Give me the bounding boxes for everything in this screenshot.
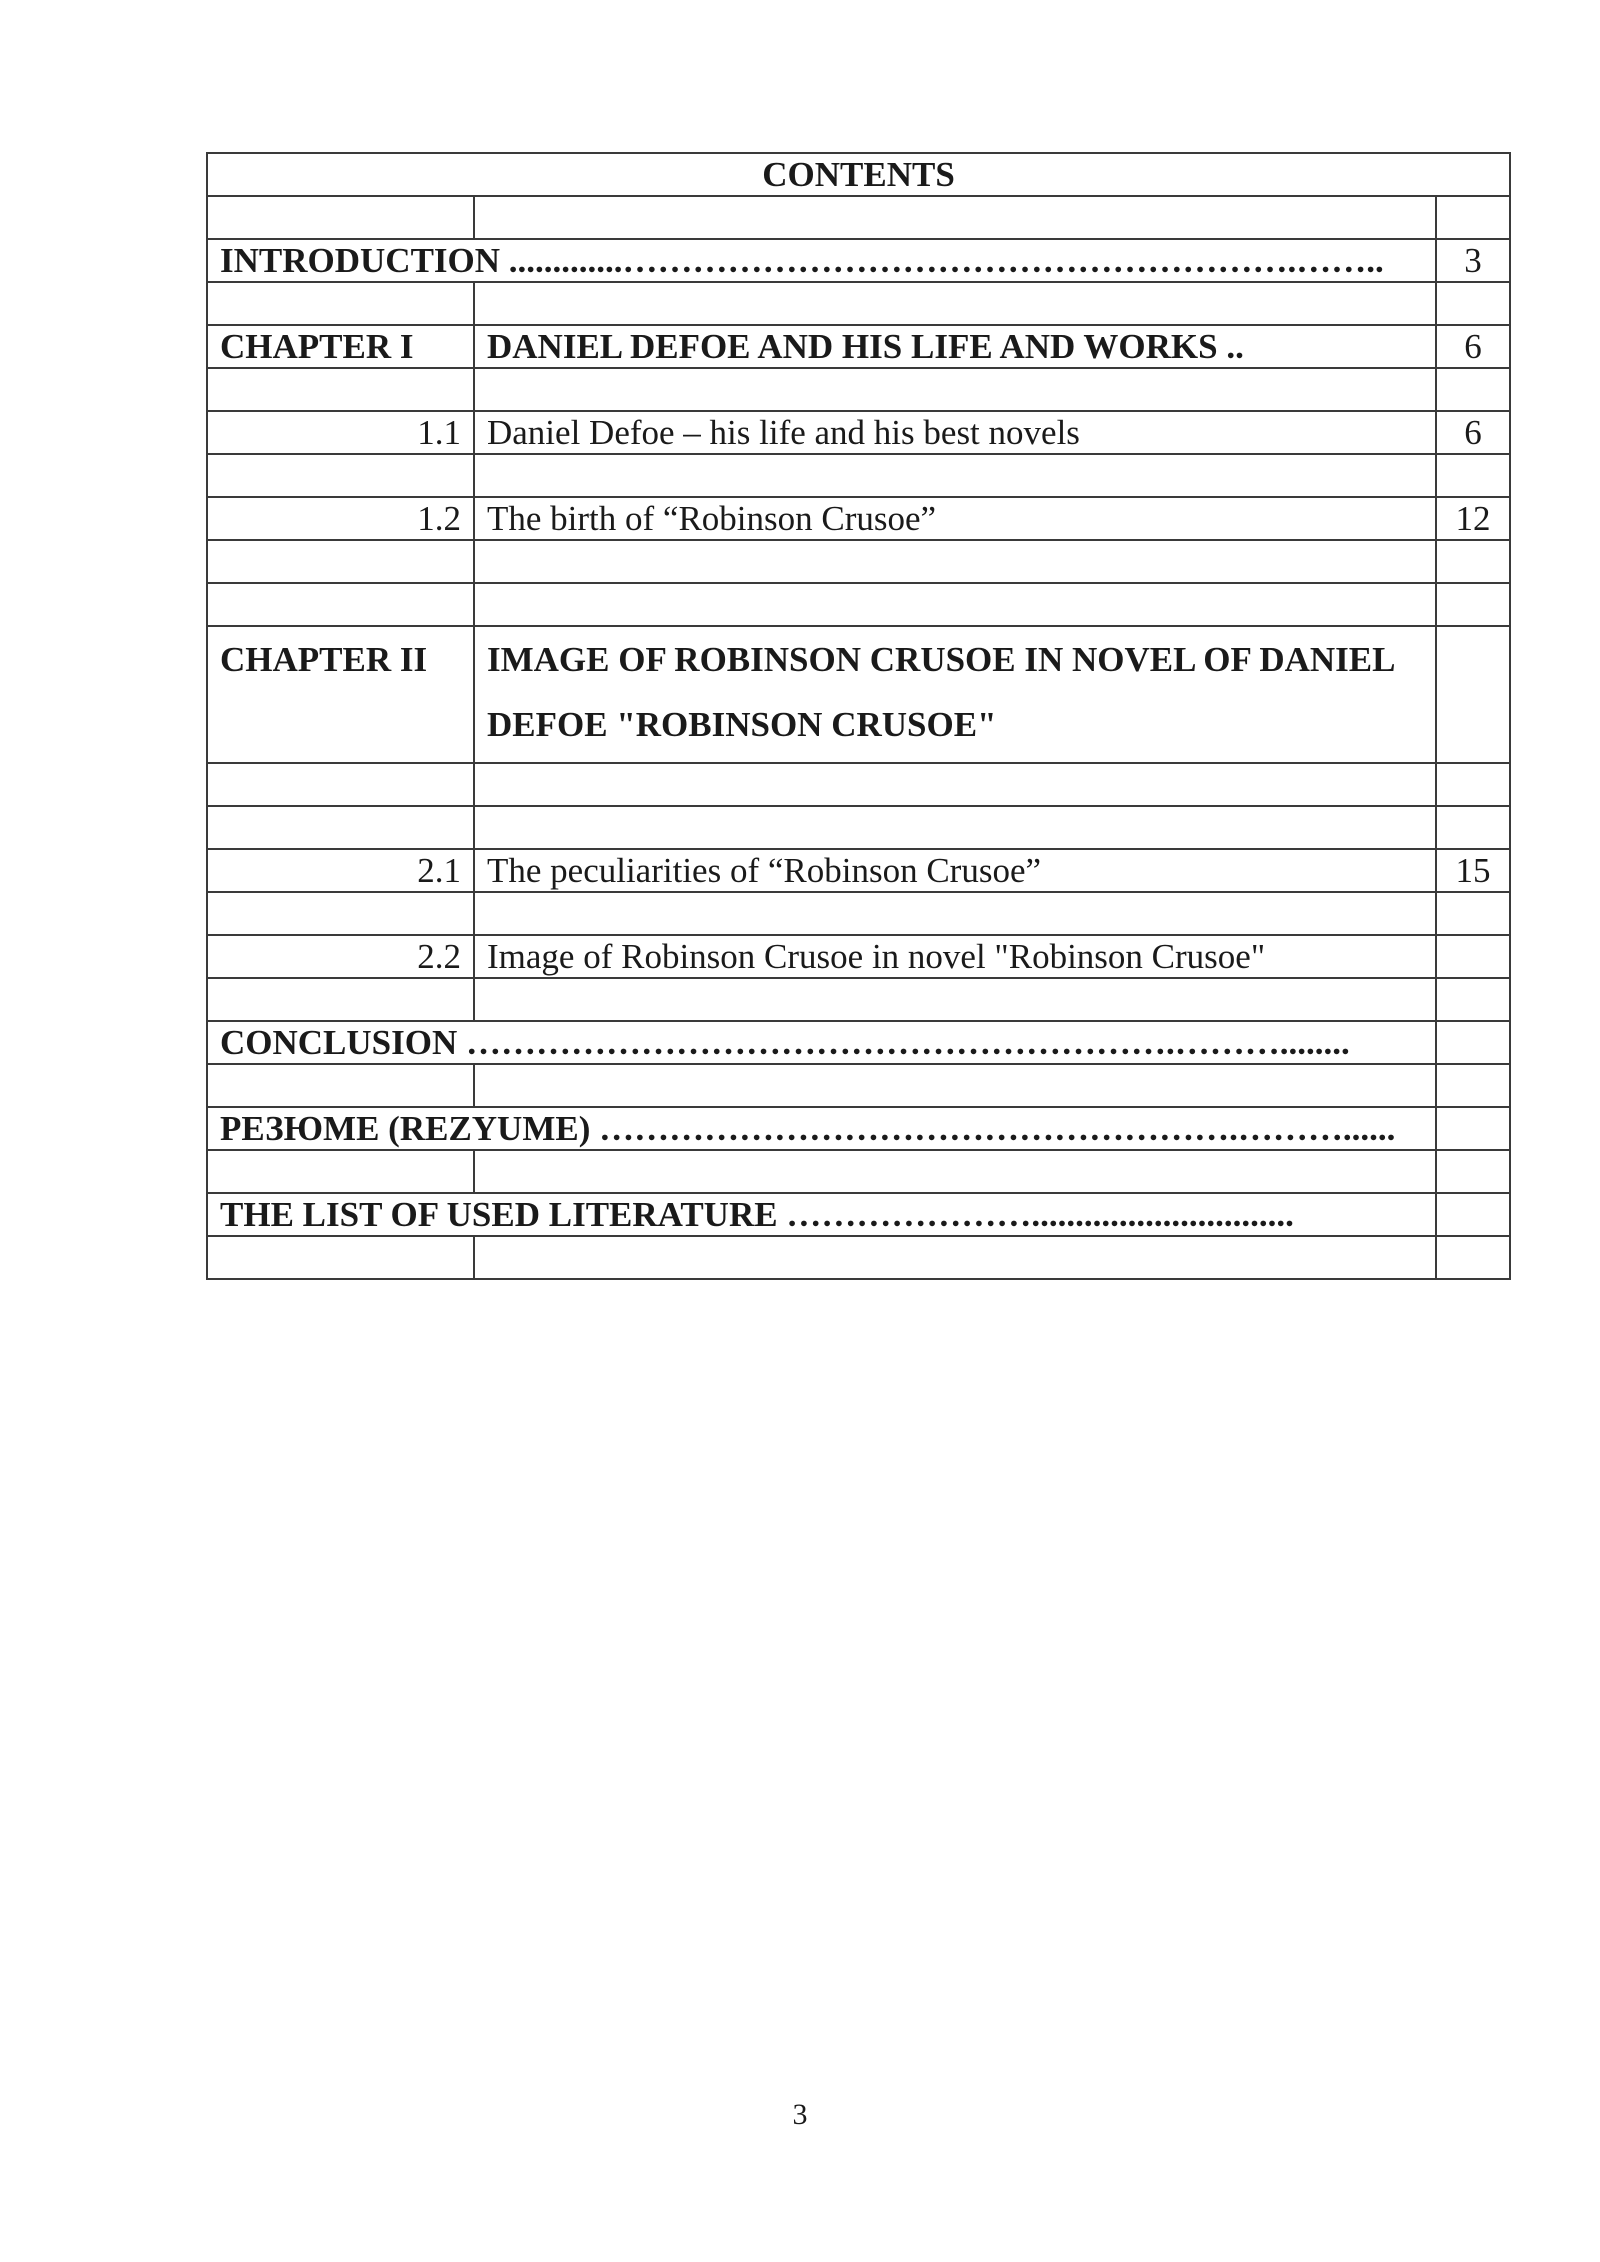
section-2-1-number: 2.1	[207, 849, 474, 892]
chapter-1-label: CHAPTER I	[207, 325, 474, 368]
section-2-1-page: 15	[1436, 849, 1510, 892]
spacer-row	[207, 763, 1510, 806]
toc-entry-rezyume	[207, 1107, 1510, 1150]
contents-header-row	[207, 153, 1510, 196]
page-number: 3	[792, 2098, 808, 2131]
introduction-page: 3	[1436, 239, 1510, 282]
toc-entry-section-2-2	[207, 935, 1510, 978]
chapter-2-page	[1436, 626, 1510, 763]
spacer-row	[207, 978, 1510, 1021]
chapter-2-title: IMAGE OF ROBINSON CRUSOE IN NOVEL OF DANIEL DEFOE "ROBINSON CRUSOE"	[474, 626, 1436, 763]
section-1-2-number: 1.2	[207, 497, 474, 540]
toc-entry-section-1-2	[207, 497, 1510, 540]
chapter-1-title: DANIEL DEFOE AND HIS LIFE AND WORKS ..	[474, 325, 1436, 368]
contents-title: CONTENTS	[207, 153, 1510, 196]
toc-entry-section-1-1	[207, 411, 1510, 454]
chapter-2-label: CHAPTER II	[207, 626, 474, 763]
literature-label: THE LIST OF USED LITERATURE …………………..............................	[207, 1193, 1436, 1236]
spacer-row	[207, 1064, 1510, 1107]
section-2-2-number: 2.2	[207, 935, 474, 978]
section-2-2-title: Image of Robinson Crusoe in novel "Robinson Crusoe"	[474, 935, 1436, 978]
chapter-1-page: 6	[1436, 325, 1510, 368]
spacer-row	[207, 454, 1510, 497]
section-1-2-page: 12	[1436, 497, 1510, 540]
spacer-row	[207, 583, 1510, 626]
contents-table	[206, 152, 1511, 1280]
toc-entry-chapter-2	[207, 626, 1510, 763]
spacer-row	[207, 1150, 1510, 1193]
section-2-2-page	[1436, 935, 1510, 978]
literature-page	[1436, 1193, 1510, 1236]
spacer-row	[207, 540, 1510, 583]
conclusion-page	[1436, 1021, 1510, 1064]
rezyume-page	[1436, 1107, 1510, 1150]
spacer-row	[207, 806, 1510, 849]
section-1-1-title: Daniel Defoe – his life and his best novels	[474, 411, 1436, 454]
spacer-row	[207, 196, 1510, 239]
section-1-2-title: The birth of “Robinson Crusoe”	[474, 497, 1436, 540]
spacer-row	[207, 1236, 1510, 1279]
spacer-row	[207, 368, 1510, 411]
toc-entry-chapter-1	[207, 325, 1510, 368]
section-2-1-title: The peculiarities of “Robinson Crusoe”	[474, 849, 1436, 892]
spacer-row	[207, 282, 1510, 325]
section-1-1-page: 6	[1436, 411, 1510, 454]
section-1-1-number: 1.1	[207, 411, 474, 454]
toc-entry-section-2-1	[207, 849, 1510, 892]
rezyume-label: РЕЗЮМЕ (REZYUME) ……………………………………………….………......	[207, 1107, 1436, 1150]
introduction-label: INTRODUCTION .............………………………………………………….……..	[207, 239, 1436, 282]
conclusion-label: CONCLUSION …………………………………………………….………........	[207, 1021, 1436, 1064]
toc-entry-literature	[207, 1193, 1510, 1236]
toc-entry-introduction	[207, 239, 1510, 282]
spacer-row	[207, 892, 1510, 935]
toc-entry-conclusion	[207, 1021, 1510, 1064]
